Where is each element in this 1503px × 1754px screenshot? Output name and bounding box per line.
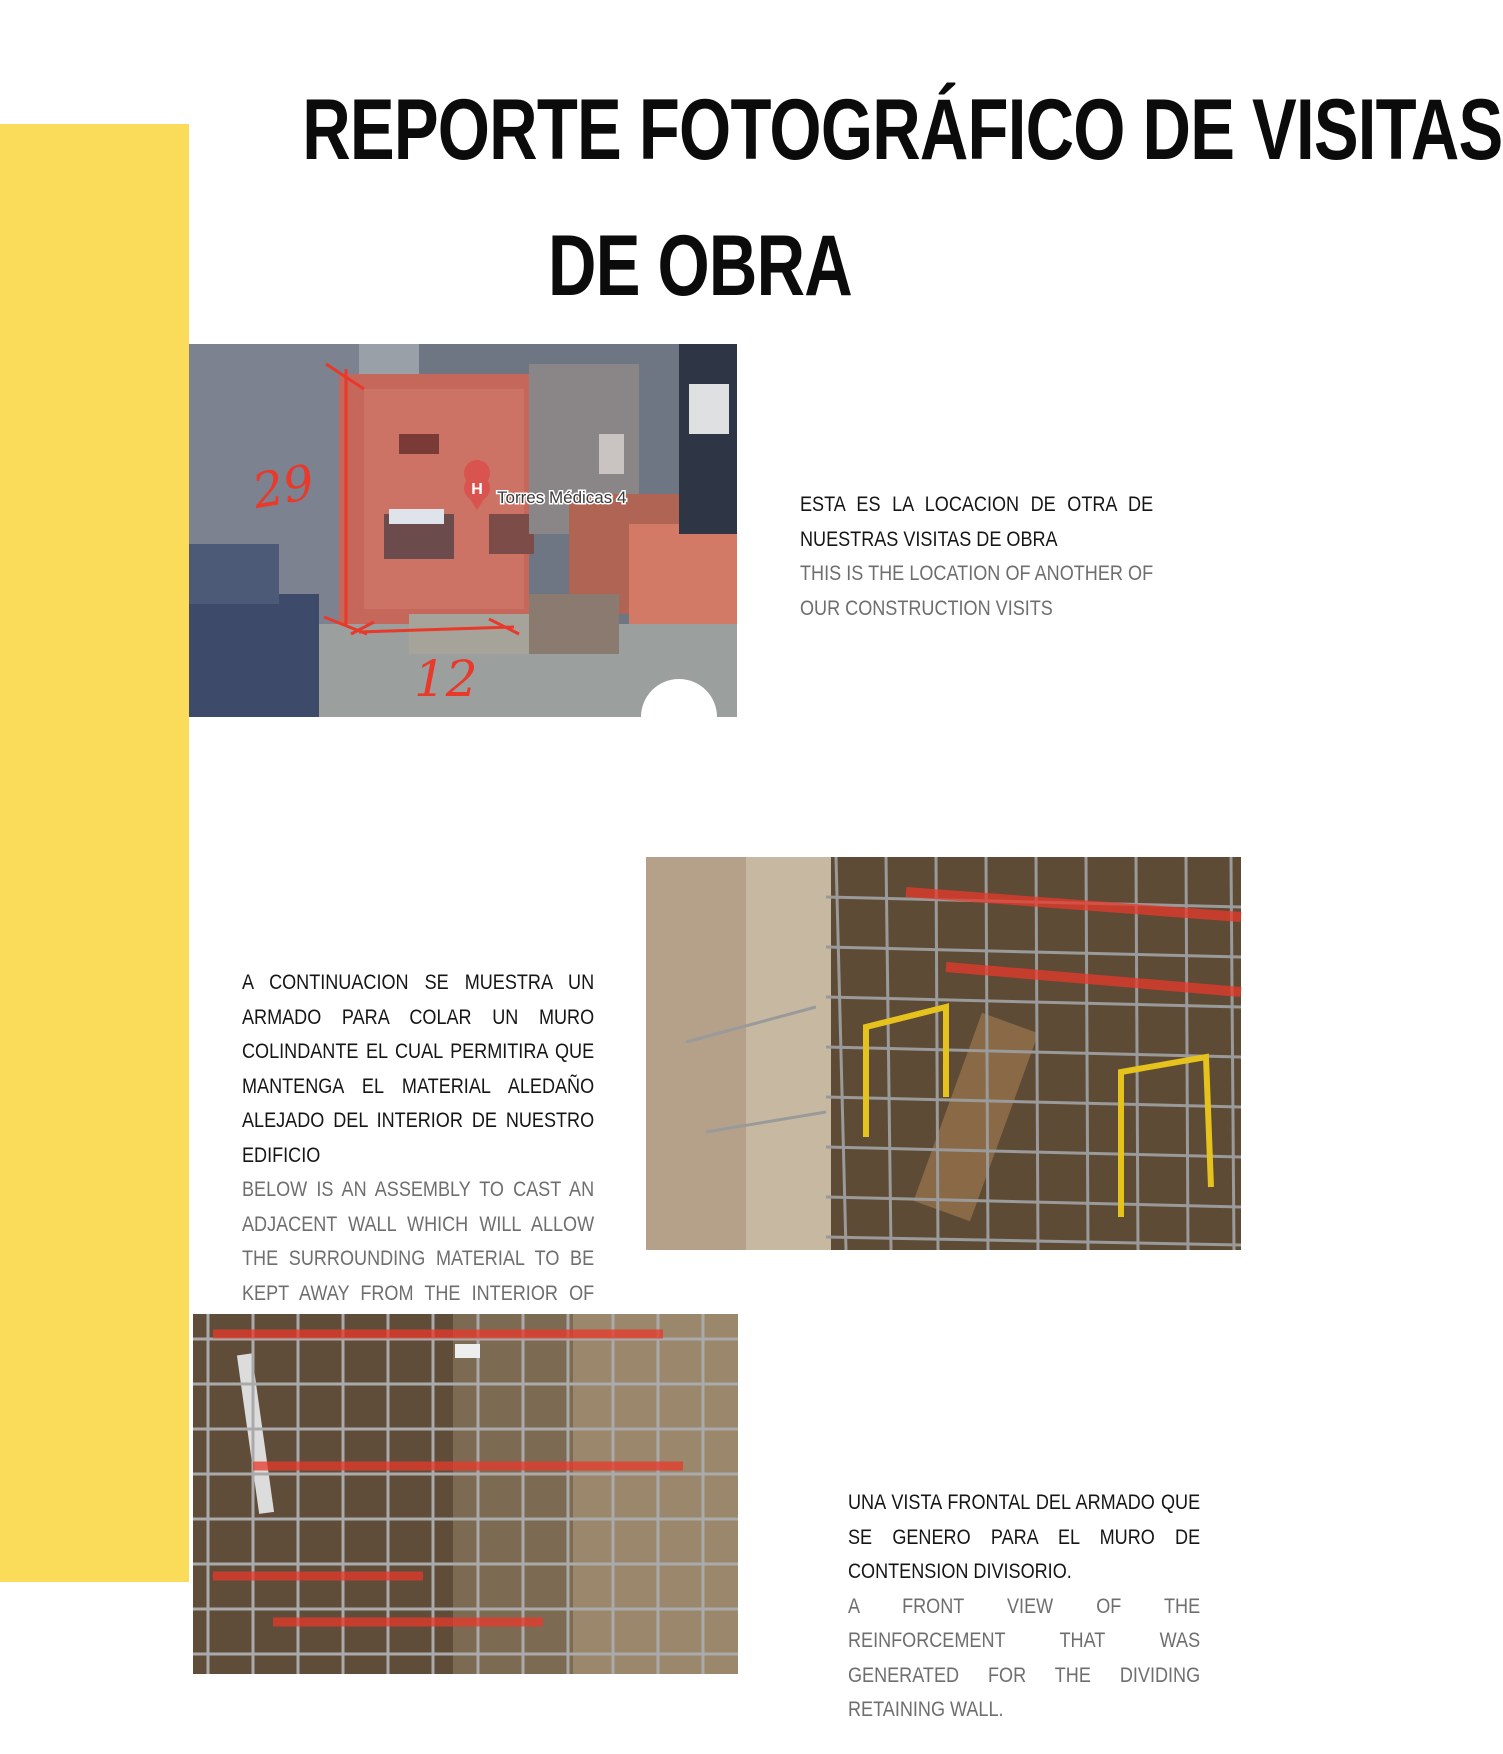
page-title [302,62,1503,334]
title-line-1: REPORTE FOTOGRÁFICO DE VISITAS [302,82,1503,178]
aerial-map-photo [189,344,737,717]
dimension-horizontal-label: 12 [414,650,478,708]
section-1-spanish: ESTA ES LA LOCACION DE OTRA DE NUESTRAS VISITAS DE OBRA [800,493,1154,551]
rebar-front-view-photo [193,1314,738,1674]
section-3-english: A FRONT VIEW OF THE REINFORCEMENT THAT WAS GENERATED FOR THE DIVIDING RETAINING WALL. [848,1594,1201,1721]
rebar-assembly-photo [646,857,1241,1250]
title-line-2: DE OBRA [548,218,852,314]
section-1-english: THIS IS THE LOCATION OF ANOTHER OF OUR CONSTRUCTION VISITS [800,562,1154,620]
section-3-text [848,1486,1201,1728]
section-2-text [242,966,595,1346]
section-3-spanish: UNA VISTA FRONTAL DEL ARMADO QUE SE GENERO PARA EL MURO DE CONTENSION DIVISORIO. [848,1491,1201,1583]
section-2-english: BELOW IS AN ASSEMBLY TO CAST AN ADJACENT WALL WHICH WILL ALLOW THE SURROUNDING MATERIAL TO BE KEPT AWAY FROM THE INTERIOR OF [242,1178,595,1305]
yellow-accent-band [0,124,189,1582]
section-2-spanish: A CONTINUACION SE MUESTRA UN ARMADO PARA COLAR UN MURO COLINDANTE EL CUAL PERMITIRA QUE MANTENGA EL MATERIAL ALEDAÑO ALEJADO DEL INTERIOR DE NUESTRO EDIFICIO [242,971,595,1167]
map-place-label: Torres Médicas 4 [497,488,627,507]
dimension-vertical-label: 29 [248,454,319,521]
section-1-text [800,488,1154,626]
map-pin-letter: H [471,481,483,498]
